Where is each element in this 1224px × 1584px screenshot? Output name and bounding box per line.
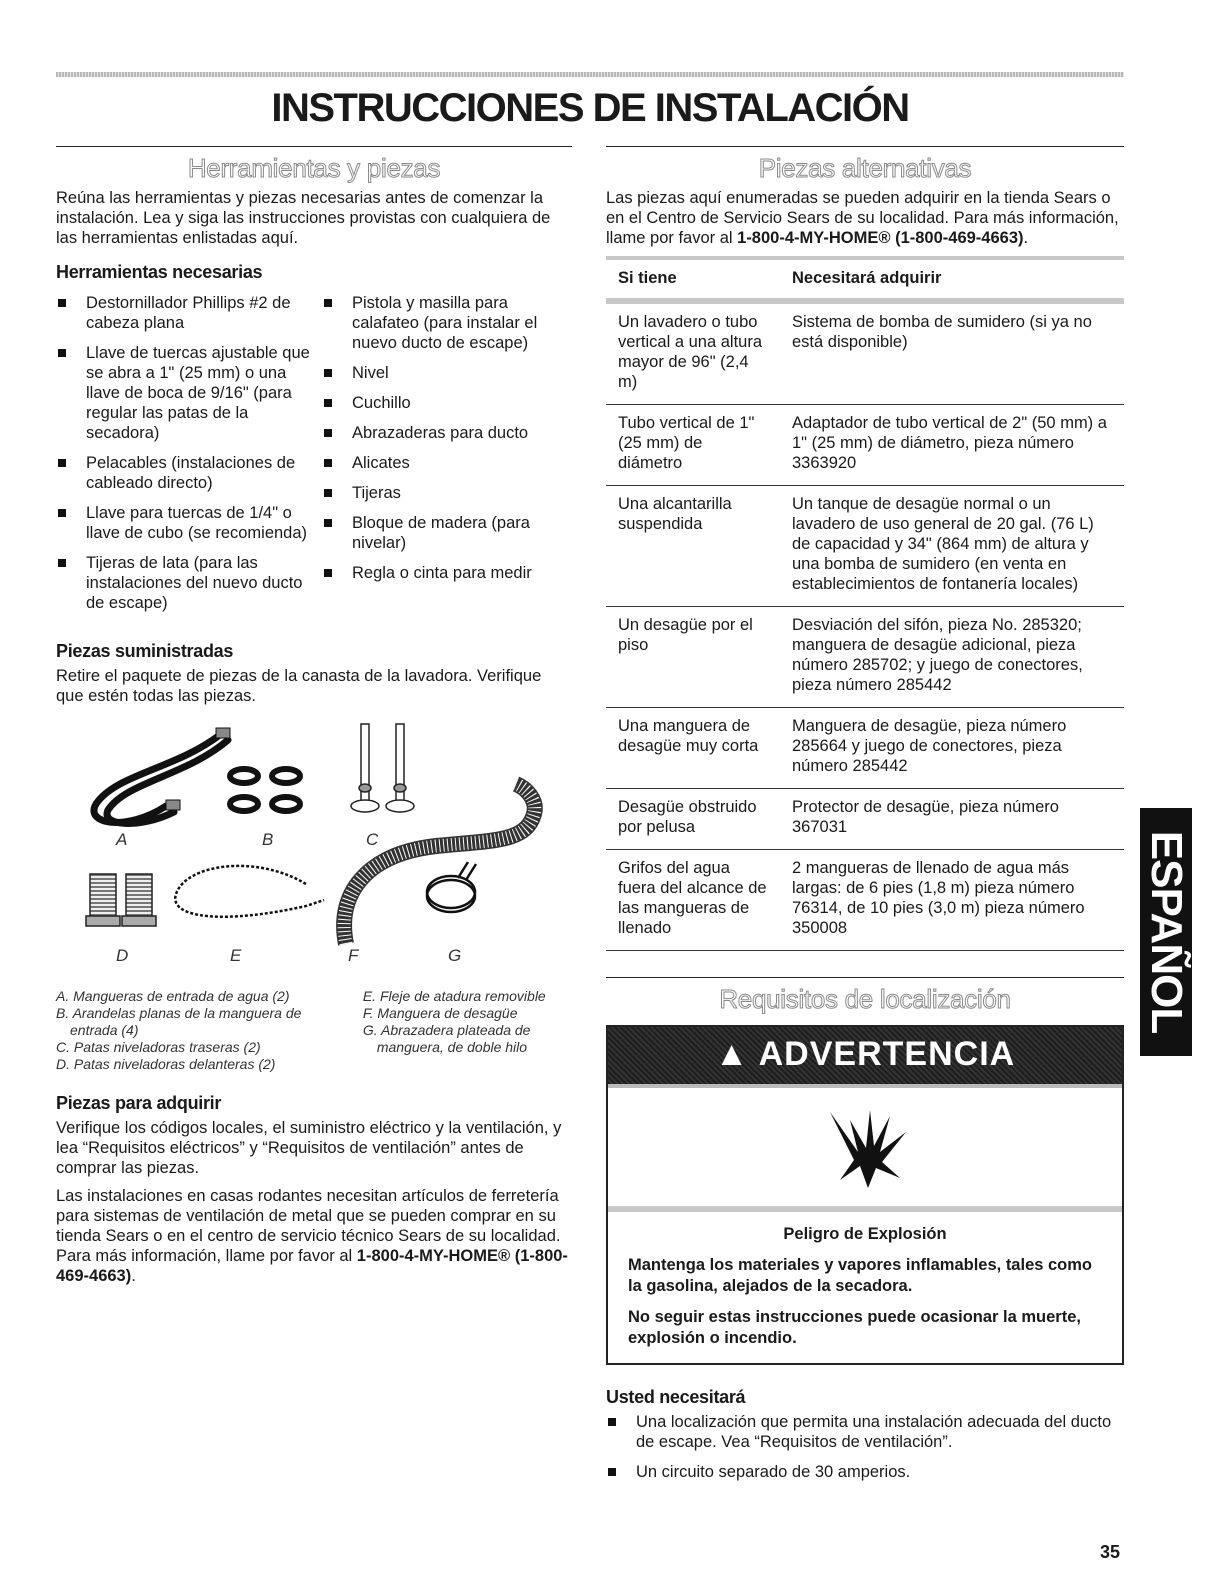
tools-list-col2 xyxy=(322,293,562,623)
part-label-g: G xyxy=(448,946,462,965)
list-item: Pistola y masilla para calafateo (para instalar el nuevo ducto de escape) xyxy=(322,293,562,353)
parts-drawing xyxy=(56,714,572,984)
list-item: Bloque de madera (para nivelar) xyxy=(322,513,562,553)
table-row: Grifos del agua fuera del alcance de las mangueras de llenado 2 mangueras de llenado de agua más largas: de 6 pies (1,8 m) pieza número 76314, de 10 pies (3,0 m) pieza número 350008 xyxy=(606,850,1124,951)
header-bar xyxy=(56,72,1124,77)
column-header-need: Necesitará adquirir xyxy=(780,258,1124,301)
table-row: Una alcantarilla suspendida Un tanque de desagüe normal o un lavadero de uso general de 20 gal. (76 L) de capacidad y 34" (864 mm) de altura y una bomba de sumidero (en venta en establecimientos de fontanería locales) xyxy=(606,486,1124,607)
list-item: Cuchillo xyxy=(322,393,562,413)
legend-item: E. Fleje de atadura removible xyxy=(362,988,546,1004)
legend-col1 xyxy=(56,988,343,1073)
warning-text-2: No seguir estas instrucciones puede ocasionar la muerte, explosión o incendio. xyxy=(628,1308,1081,1347)
warning-label: ADVERTENCIA xyxy=(758,1035,1016,1073)
list-item: Una localización que permita una instalación adecuada del ducto de escape. Vea “Requisitos de ventilación”. xyxy=(606,1412,1124,1452)
legend-item: C. Patas niveladoras traseras (2) xyxy=(56,1039,261,1055)
part-label-c: C xyxy=(366,830,379,849)
language-tab xyxy=(1140,808,1192,1056)
language-tab-label: ESPAÑOL xyxy=(1142,830,1191,1034)
list-item: Tijeras de lata (para las instalaciones del nuevo ducto de escape) xyxy=(56,553,312,613)
divider xyxy=(606,977,1124,978)
table-header xyxy=(606,258,1124,301)
tools-list xyxy=(56,293,572,623)
page-number: 35 xyxy=(1100,1542,1121,1562)
rear-legs-icon xyxy=(351,724,414,812)
divider xyxy=(56,146,572,147)
list-item: Nivel xyxy=(322,363,562,383)
list-item: Alicates xyxy=(322,453,562,473)
legend-item: D. Patas niveladoras delanteras (2) xyxy=(56,1056,276,1072)
part-label-f: F xyxy=(348,946,359,965)
list-item: Abrazaderas para ducto xyxy=(322,423,562,443)
parts-legend xyxy=(56,988,572,1073)
legend-item: F. Manguera de desagüe xyxy=(362,1005,518,1021)
column-header-have: Si tiene xyxy=(606,258,780,301)
tools-heading: Herramientas necesarias xyxy=(56,262,263,282)
purchase-text-1: Verifique los códigos locales, el suministro eléctrico y la ventilación, y lea “Requisitos eléctricos” y “Requisitos de ventilación” antes de comprar las piezas. xyxy=(56,1119,562,1177)
flat-washers-icon xyxy=(230,769,300,811)
table-row: Una manguera de desagüe muy corta Manguera de desagüe, pieza número 285664 y juego de conectores, pieza número 285442 xyxy=(606,708,1124,789)
need-heading: Usted necesitará xyxy=(606,1387,746,1407)
hose-clamp-icon xyxy=(427,862,476,912)
warning-box xyxy=(606,1025,1124,1365)
front-legs-icon xyxy=(86,874,156,926)
part-label-b: B xyxy=(262,830,274,849)
warning-text-1: Mantenga los materiales y vapores inflamables, tales como la gasolina, alejados de la secadora. xyxy=(628,1256,1093,1295)
page-title: INSTRUCCIONES DE INSTALACIÓN xyxy=(271,86,909,130)
part-label-e: E xyxy=(230,946,242,965)
legend-item: B. Arandelas planas de la manguera de entrada (4) xyxy=(56,1005,302,1038)
purchase-heading: Piezas para adquirir xyxy=(56,1093,222,1113)
part-label-d: D xyxy=(116,946,129,965)
section-title-tools: Herramientas y piezas xyxy=(187,153,441,183)
phone-number: 1-800-4-MY-HOME® (1-800-469-4663) xyxy=(737,229,1024,247)
parts-illustration xyxy=(56,714,572,984)
left-column xyxy=(56,146,572,1294)
divider xyxy=(606,146,1124,147)
table-row: Un lavadero o tubo vertical a una altura mayor de 96" (2,4 m) Sistema de bomba de sumidero (si ya no está disponible) xyxy=(606,301,1124,405)
warning-header xyxy=(608,1027,1122,1088)
table-row: Desagüe obstruido por pelusa Protector de desagüe, pieza número 367031 xyxy=(606,789,1124,850)
list-item: Tijeras xyxy=(322,483,562,503)
table-row: Un desagüe por el piso Desviación del sifón, pieza No. 285320; manguera de desagüe adicional, pieza número 285702; y juego de conectores, pieza número 285442 xyxy=(606,607,1124,708)
list-item: Pelacables (instalaciones de cableado directo) xyxy=(56,453,312,493)
legend-item: G. Abrazadera plateada de manguera, de doble hilo xyxy=(362,1022,531,1055)
explosion-icon xyxy=(608,1088,1122,1212)
purchase-text-2: Las instalaciones en casas rodantes necesitan artículos de ferretería para sistemas de ventilación de metal que se pueden comprar en su tienda Sears o en el centro de servicio técnico Sears de su localidad. Para más información, llame por favor al 1-800-4-MY-HOME® (1-800-469-4663). xyxy=(56,1187,568,1285)
tie-strap-icon xyxy=(175,866,324,917)
right-column xyxy=(606,146,1124,1492)
supplied-text: Retire el paquete de piezas de la canasta de la lavadora. Verifique que estén todas las piezas. xyxy=(56,667,542,705)
part-label-a: A xyxy=(116,830,128,849)
warning-heading: Peligro de Explosión xyxy=(783,1225,947,1243)
list-item: Un circuito separado de 30 amperios. xyxy=(606,1462,1124,1482)
list-item: Destornillador Phillips #2 de cabeza plana xyxy=(56,293,312,333)
alt-intro: Las piezas aquí enumeradas se pueden adquirir en la tienda Sears o en el Centro de Servicio Sears de su localidad. Para más información, llame por favor al 1-800-4-MY-HOME® (1-800-469-4663). xyxy=(606,189,1119,247)
warning-triangle-icon: ▲ xyxy=(714,1035,750,1073)
legend-item: A. Mangueras de entrada de agua (2) xyxy=(56,988,290,1004)
tools-list-col1 xyxy=(56,293,312,623)
alt-parts-table xyxy=(606,256,1124,951)
section-title-location: Requisitos de localización xyxy=(719,984,1011,1014)
warning-body xyxy=(608,1212,1122,1363)
list-item: Regla o cinta para medir xyxy=(322,563,562,583)
list-item: Llave de tuercas ajustable que se abra a 1" (25 mm) o una llave de boca de 9/16" (para regular las patas de la secadora) xyxy=(56,343,312,443)
inlet-hoses-icon xyxy=(94,728,230,823)
tools-intro: Reúna las herramientas y piezas necesarias antes de comenzar la instalación. Lea y siga las instrucciones provistas con cualquiera de las herramientas enlistadas aquí. xyxy=(56,189,551,247)
phone-number: 1-800-4-MY-HOME® (1-800-469-4663) xyxy=(56,1247,568,1285)
supplied-heading: Piezas suministradas xyxy=(56,641,234,661)
section-title-alt-parts: Piezas alternativas xyxy=(758,153,972,183)
need-list xyxy=(606,1412,1124,1482)
list-item: Llave para tuercas de 1/4" o llave de cubo (se recomienda) xyxy=(56,503,312,543)
table-row: Tubo vertical de 1" (25 mm) de diámetro Adaptador de tubo vertical de 2" (50 mm) a 1" (25 mm) de diámetro, pieza número 3363920 xyxy=(606,405,1124,486)
legend-col2 xyxy=(363,988,572,1073)
